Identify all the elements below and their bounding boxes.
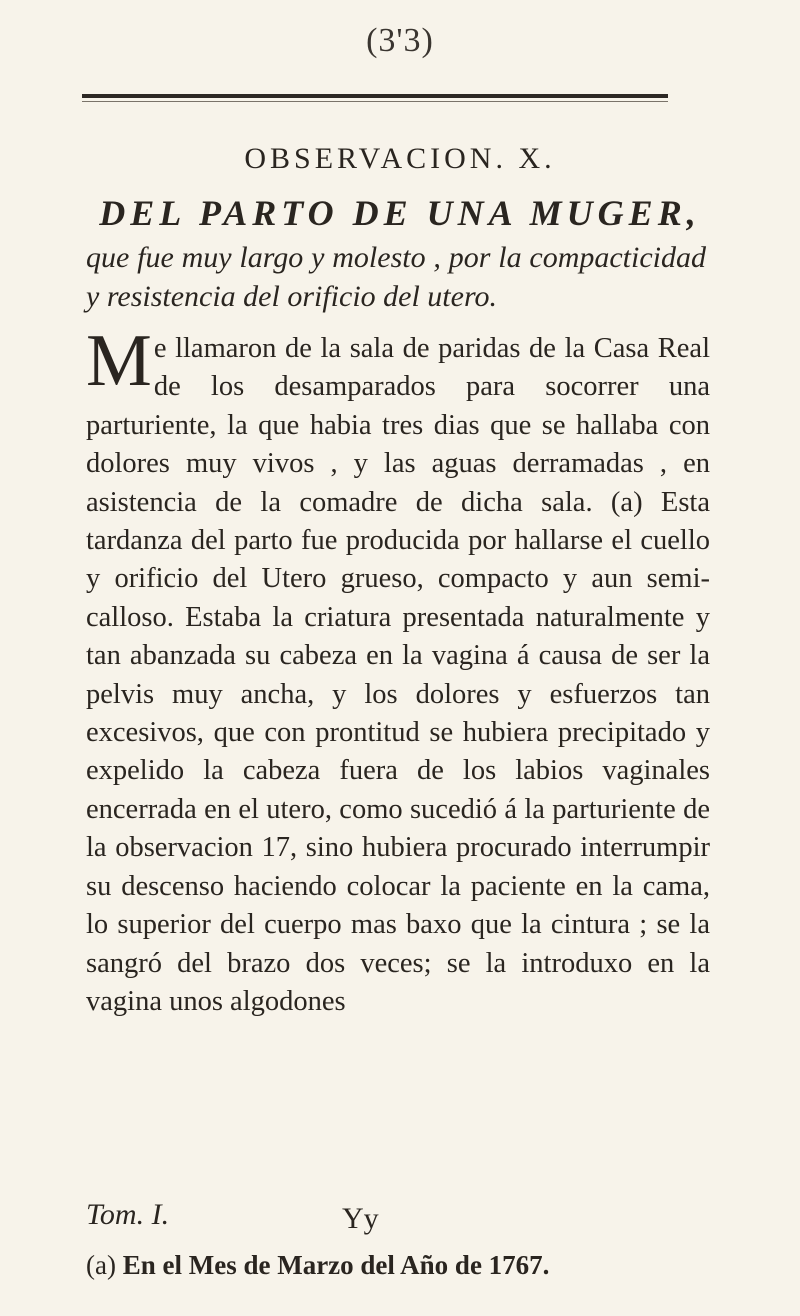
footnote-mark: (a) bbox=[86, 1250, 116, 1280]
signature-mark: Yy bbox=[342, 1202, 379, 1235]
page-number: (3'3) bbox=[366, 22, 434, 59]
page-footer bbox=[86, 1198, 710, 1238]
section-subtitle: que fue muy largo y molesto , por la compacticidad y resistencia del orificio del utero. bbox=[86, 241, 706, 313]
section-title: DEL PARTO DE UNA MUGER, bbox=[99, 193, 701, 233]
header-rule bbox=[82, 94, 668, 98]
drop-cap: M bbox=[86, 320, 152, 402]
footnote bbox=[86, 1250, 710, 1281]
footnote-text: En el Mes de Marzo del Año de 1767. bbox=[122, 1250, 550, 1280]
body-text: e llamaron de la sala de paridas de la Casa Real de los desamparados para socorrer una parturiente, la que habia tres dias que se hallaba con dolores muy vivos , y las aguas derramadas , en asistencia de la comadre de dicha sala. (a) Esta tardanza del parto fue producida por hallarse el cuello y orificio del Utero grueso, compacto y aun semi-calloso. Estaba la criatura presentada naturalmente y tan abanzada su cabeza en la vagina á causa de ser la pelvis muy ancha, y los dolores y esfuerzos tan excesivos, que con prontitud se hubiera precipitado y expelido la cabeza fuera de los labios vaginales encerrada en el utero, como sucedió á la parturiente de la observacion 17, sino hubiera procurado interrumpir su descenso haciendo colocar la paciente en la cama, lo superior del cuerpo mas baxo que la cintura ; se la sangró del brazo dos veces; se la introduxo en la vagina unos algodones bbox=[86, 333, 710, 1017]
header-rule-thin bbox=[82, 101, 668, 102]
body-paragraph bbox=[86, 320, 710, 1021]
volume-mark: Tom. I. bbox=[86, 1198, 170, 1231]
observation-heading: OBSERVACION. X. bbox=[244, 142, 556, 175]
